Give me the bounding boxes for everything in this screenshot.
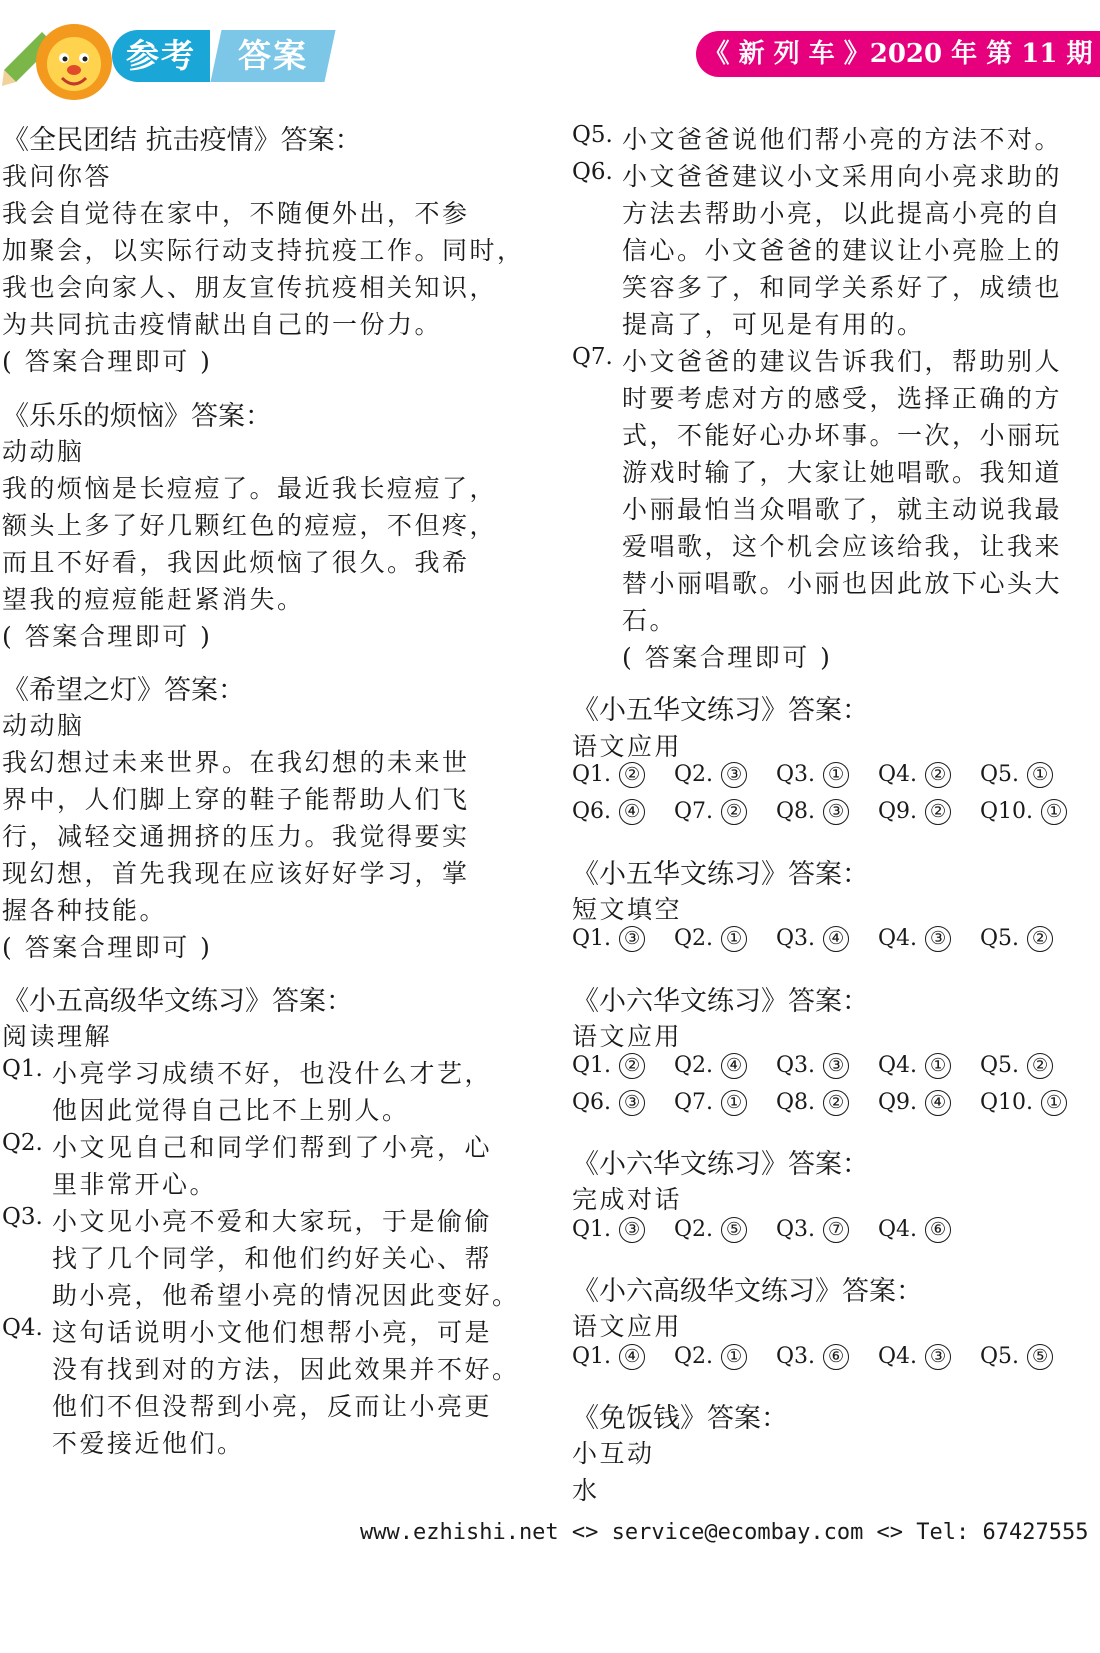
- section-title: 《小五华文练习》答案：: [572, 695, 869, 726]
- section-title: 《希望之灯》答案：: [2, 675, 245, 706]
- answer-line: 小文爸爸说他们帮小亮的方法不对。: [622, 125, 1063, 154]
- answer-line: 小文爸爸的建议告诉我们，帮助别人: [622, 347, 1063, 376]
- answer-line: 替小丽唱歌。小丽也因此放下心头大: [622, 569, 1063, 598]
- answer-item: Q4. ③: [878, 926, 951, 952]
- answer-item: Q5. ⑤: [980, 1344, 1053, 1370]
- answer-item: Q7. ②: [674, 799, 747, 825]
- answer-row: [572, 1053, 1100, 1087]
- section-subtitle: 短文填空: [572, 895, 683, 924]
- section-title: 《全民团结 抗击疫情》答案：: [2, 125, 362, 156]
- answer-item: Q2. ①: [674, 1344, 747, 1370]
- answer-item: Q9. ②: [878, 799, 951, 825]
- answer-item: Q4. ⑥: [878, 1217, 951, 1243]
- badge-right: 答案: [210, 30, 335, 82]
- issue-label: 《 新 列 车 》2020 年 第 11 期: [696, 31, 1100, 77]
- answer-item: Q2. ③: [674, 762, 747, 788]
- answer-line: 里非常开心。: [52, 1170, 218, 1199]
- answer-item: Q5. ②: [980, 926, 1053, 952]
- answer-row: [572, 1217, 1100, 1251]
- answer-item: Q1. ②: [572, 762, 645, 788]
- answer-row: [572, 1344, 1100, 1378]
- answer-badge: [112, 30, 330, 82]
- badge-left: 参考: [112, 30, 210, 82]
- answer-note: ( 答案合理即可 ): [622, 643, 833, 672]
- answer-line: 小亮学习成绩不好，也没什么才艺，: [52, 1059, 493, 1088]
- answer-line: 方法去帮助小亮，以此提高小亮的自: [622, 199, 1063, 228]
- answer-item: Q8. ③: [776, 799, 849, 825]
- lion-mascot-icon: [2, 12, 120, 107]
- answer-line: 式，不能好心办坏事。一次，小丽玩: [622, 421, 1063, 450]
- section-title: 《小六高级华文练习》答案：: [572, 1276, 923, 1307]
- answer-line: 不爱接近他们。: [52, 1429, 245, 1458]
- answer-line: 笑容多了，和同学关系好了，成绩也: [622, 273, 1063, 302]
- answer-item: Q3. ⑥: [776, 1344, 849, 1370]
- question-number: Q6.: [572, 159, 613, 185]
- question-number: Q4.: [2, 1315, 43, 1341]
- text-line: 我也会向家人、朋友宣传抗疫相关知识，: [2, 273, 498, 302]
- footer-contact: www.ezhishi.net <> service@ecombay.com <> Tel: 67427555: [360, 1520, 1089, 1545]
- answer-item: Q1. ③: [572, 1217, 645, 1243]
- text-line: 我的烦恼是长痘痘了。最近我长痘痘了，: [2, 474, 498, 503]
- answer-line: 小文爸爸建议小文采用向小亮求助的: [622, 162, 1063, 191]
- answer-line: 他们不但没帮到小亮，反而让小亮更: [52, 1392, 493, 1421]
- answer-item: Q4. ②: [878, 762, 951, 788]
- text-line: 为共同抗击疫情献出自己的一份力。: [2, 310, 443, 339]
- section-subtitle: 小互动: [572, 1439, 655, 1468]
- section-subtitle: 阅读理解: [2, 1022, 113, 1051]
- answer-line: 信心。小文爸爸的建议让小亮脸上的: [622, 236, 1063, 265]
- answer-item: Q1. ③: [572, 926, 645, 952]
- answer-line: 水: [572, 1476, 600, 1505]
- question-number: Q2.: [2, 1130, 43, 1156]
- answer-item: Q8. ②: [776, 1090, 849, 1116]
- section-title: 《小六华文练习》答案：: [572, 1149, 869, 1180]
- answer-line: 小文见小亮不爱和大家玩，于是偷偷: [52, 1207, 493, 1236]
- answer-item: Q2. ⑤: [674, 1217, 747, 1243]
- section-subtitle: 完成对话: [572, 1185, 683, 1214]
- section-subtitle: 动动脑: [2, 437, 85, 466]
- answer-item: Q3. ③: [776, 1053, 849, 1079]
- answer-line: 游戏时输了，大家让她唱歌。我知道: [622, 458, 1063, 487]
- answer-line: 助小亮，他希望小亮的情况因此变好。: [52, 1281, 520, 1310]
- answer-row: [572, 926, 1100, 960]
- answer-line: 石。: [622, 606, 678, 635]
- answer-item: Q4. ①: [878, 1053, 951, 1079]
- answer-item: Q10. ①: [980, 1090, 1067, 1116]
- answer-item: Q3. ①: [776, 762, 849, 788]
- answer-item: Q6. ④: [572, 799, 645, 825]
- section-subtitle: 我问你答: [2, 162, 113, 191]
- answer-note: ( 答案合理即可 ): [2, 347, 213, 376]
- answer-line: 小丽最怕当众唱歌了，就主动说我最: [622, 495, 1063, 524]
- section-title: 《乐乐的烦恼》答案：: [2, 401, 272, 432]
- answer-item: Q6. ③: [572, 1090, 645, 1116]
- answer-line: 这句话说明小文他们想帮小亮，可是: [52, 1318, 493, 1347]
- page-header: [0, 0, 1100, 110]
- section-subtitle: 语文应用: [572, 1312, 683, 1341]
- question-number: Q5.: [572, 122, 613, 148]
- answer-note: ( 答案合理即可 ): [2, 622, 213, 651]
- answer-line: 没有找到对的方法，因此效果并不好。: [52, 1355, 520, 1384]
- answer-line: 时要考虑对方的感受，选择正确的方: [622, 384, 1063, 413]
- answer-item: Q1. ②: [572, 1053, 645, 1079]
- section-title: 《小五华文练习》答案：: [572, 859, 869, 890]
- answer-item: Q5. ①: [980, 762, 1053, 788]
- text-line: 望我的痘痘能赶紧消失。: [2, 585, 305, 614]
- section-subtitle: 语文应用: [572, 1022, 683, 1051]
- answer-item: Q10. ①: [980, 799, 1067, 825]
- answer-note: ( 答案合理即可 ): [2, 933, 213, 962]
- text-line: 行，减轻交通拥挤的压力。我觉得要实: [2, 822, 470, 851]
- answer-item: Q4. ③: [878, 1344, 951, 1370]
- text-line: 我幻想过未来世界。在我幻想的未来世: [2, 748, 470, 777]
- section-subtitle: 动动脑: [2, 711, 85, 740]
- section-subtitle: 语文应用: [572, 732, 683, 761]
- answer-item: Q3. ⑦: [776, 1217, 849, 1243]
- answer-item: Q9. ④: [878, 1090, 951, 1116]
- answer-item: Q3. ④: [776, 926, 849, 952]
- section-title: 《免饭钱》答案：: [572, 1403, 788, 1434]
- answer-line: 小文见自己和同学们帮到了小亮，心: [52, 1133, 493, 1162]
- answer-line: 找了几个同学，和他们约好关心、帮: [52, 1244, 493, 1273]
- text-line: 我会自觉待在家中，不随便外出，不参: [2, 199, 470, 228]
- answer-line: 爱唱歌，这个机会应该给我，让我来: [622, 532, 1063, 561]
- answer-item: Q2. ①: [674, 926, 747, 952]
- answer-row: [572, 762, 1100, 796]
- question-number: Q1.: [2, 1056, 43, 1082]
- text-line: 加聚会，以实际行动支持抗疫工作。同时，: [2, 236, 525, 265]
- text-line: 界中，人们脚上穿的鞋子能帮助人们飞: [2, 785, 470, 814]
- question-number: Q7.: [572, 344, 613, 370]
- section-title: 《小六华文练习》答案：: [572, 986, 869, 1017]
- text-line: 现幻想，首先我现在应该好好学习，掌: [2, 859, 470, 888]
- question-number: Q3.: [2, 1204, 43, 1230]
- answer-item: Q1. ④: [572, 1344, 645, 1370]
- text-line: 握各种技能。: [2, 896, 168, 925]
- answer-row: [572, 799, 1100, 833]
- text-line: 而且不好看，我因此烦恼了很久。我希: [2, 548, 470, 577]
- answer-item: Q5. ②: [980, 1053, 1053, 1079]
- answer-item: Q7. ①: [674, 1090, 747, 1116]
- text-line: 额头上多了好几颗红色的痘痘，不但疼，: [2, 511, 498, 540]
- section-title: 《小五高级华文练习》答案：: [2, 986, 353, 1017]
- answer-row: [572, 1090, 1100, 1124]
- answer-item: Q2. ④: [674, 1053, 747, 1079]
- answer-line: 他因此觉得自己比不上别人。: [52, 1096, 410, 1125]
- answer-line: 提高了，可见是有用的。: [622, 310, 925, 339]
